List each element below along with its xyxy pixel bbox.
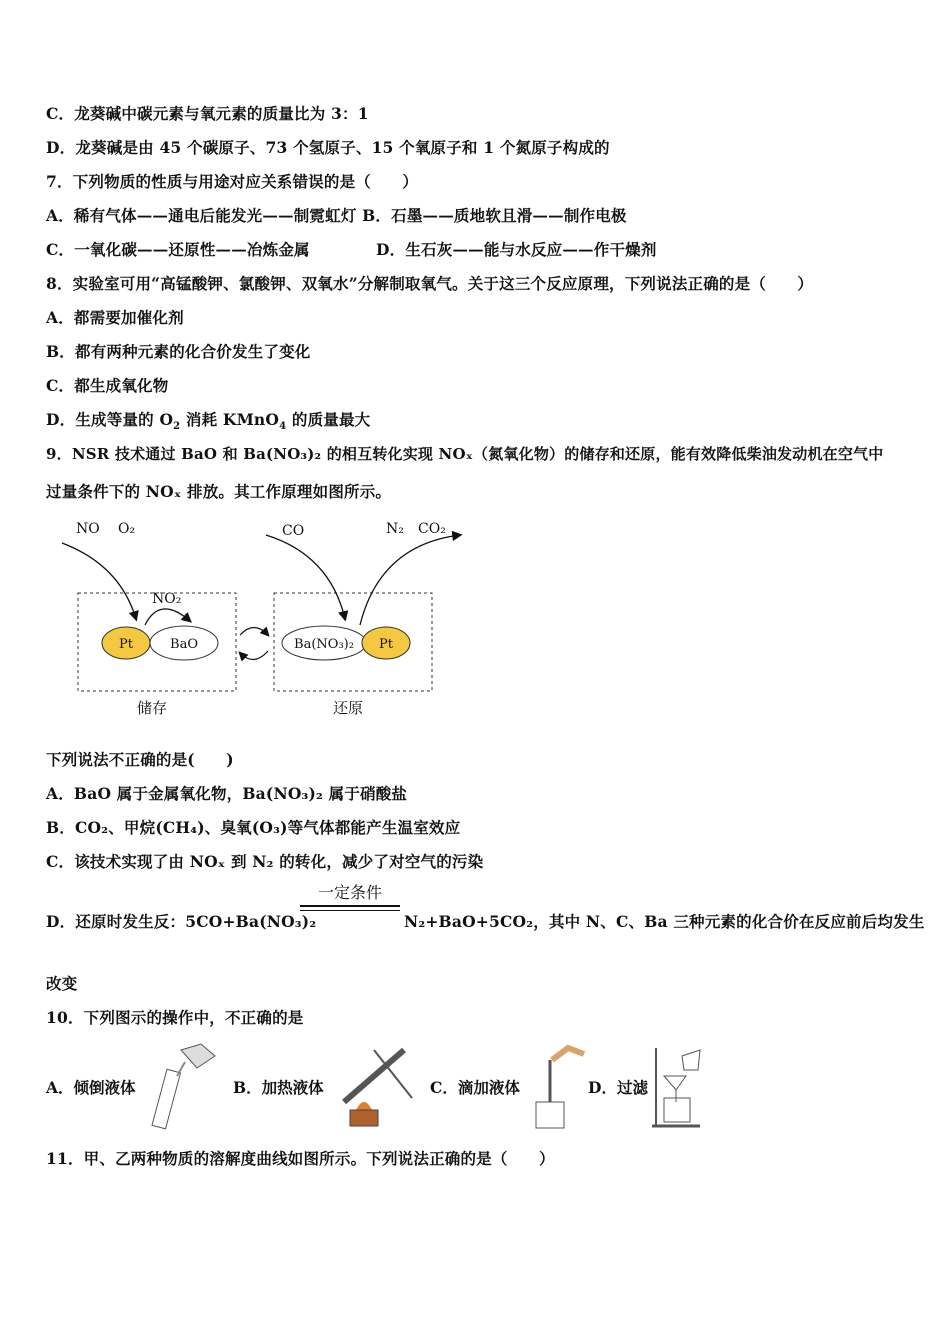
reduce-caption: 还原 [332,699,364,717]
q9-option-d-right: N₂+BaO+5CO₂，其中 N、C、Ba 三种元素的化合价在反应前后均发生 [404,912,925,931]
q9-option-c: C．该技术实现了由 NOₓ 到 N₂ 的转化，减少了对空气的污染 [46,852,484,871]
label-no: NO [76,521,100,537]
label-co: CO [282,523,305,539]
q10-option-c: C．滴加液体 [430,1078,520,1097]
q6-option-d: D．龙葵碱是由 45 个碳原子、73 个氢原子、15 个氧原子和 1 个氮原子构成的 [46,138,610,157]
q7-option-c: C．一氧化碳——还原性——冶炼金属 [46,240,310,259]
arrow-co [266,535,345,619]
arrow-no2 [145,609,190,625]
q10-option-b: B．加热液体 [233,1078,324,1097]
bano3-label: Ba(NO₃)₂ [294,637,354,652]
q6-option-c: C．龙葵碱中碳元素与氧元素的质量比为 3：1 [46,104,369,123]
filtration-icon [646,1040,706,1134]
label-no2: NO₂ [152,591,182,607]
q11-stem: 11．甲、乙两种物质的溶解度曲线如图所示。下列说法正确的是（ ） [46,1149,555,1168]
q7-option-d: D．生石灰——能与水反应——作干燥剂 [376,240,657,259]
arrow-no-o2 [62,543,136,619]
nsr-diagram [40,515,480,725]
q7-options-ab: A．稀有气体——通电后能发光——制霓虹灯 B．石墨——质地软且滑——制作电极 [46,206,627,225]
q8-option-b: B．都有两种元素的化合价发生了变化 [46,342,311,361]
q7-stem: 7．下列物质的性质与用途对应关系错误的是（ ） [46,172,419,191]
pt-label-left: Pt [119,637,133,652]
cycle-arrow-top [240,628,268,636]
drip-liquid-icon [528,1040,588,1132]
q8-option-a: A．都需要加催化剂 [46,308,184,327]
q9-stem-line1: 9．NSR 技术通过 BaO 和 Ba(NO₃)₂ 的相互转化实现 NOₓ（氮氧化物）的储存和还原，能有效降低柴油发动机在空气中 [46,445,884,463]
label-n2: N₂ [386,521,404,537]
q9-sub-stem: 下列说法不正确的是( ) [46,750,234,769]
q8-option-c: C．都生成氧化物 [46,376,169,395]
label-o2: O₂ [118,521,136,537]
q10-option-d: D．过滤 [588,1078,648,1097]
store-caption: 储存 [136,699,168,717]
q9-option-b: B．CO₂、甲烷(CH₄)、臭氧(O₃)等气体都能产生温室效应 [46,818,461,837]
q9-option-a: A．BaO 属于金属氧化物，Ba(NO₃)₂ 属于硝酸盐 [46,784,408,803]
q8-stem: 8．实验室可用“高锰酸钾、氯酸钾、双氧水”分解制取氧气。关于这三个反应原理，下列说法正确的是（ ） [46,274,814,293]
q10-option-a: A．倾倒液体 [46,1078,136,1097]
reaction-condition: 一定条件 [300,880,400,911]
pour-liquid-icon [141,1040,221,1132]
q9-option-d-cont: 改变 [46,974,78,993]
pt-label-right: Pt [379,637,393,652]
q10-stem: 10．下列图示的操作中，不正确的是 [46,1008,304,1027]
q9-option-d-left: D．还原时发生反：5CO+Ba(NO₃)₂ [46,912,317,931]
arrow-n2-co2 [360,535,460,625]
q10-options [46,1040,746,1140]
cycle-arrow-bottom [240,651,268,660]
label-co2: CO₂ [418,521,446,537]
q9-stem-line2: 过量条件下的 NOₓ 排放。其工作原理如图所示。 [46,482,392,501]
heat-liquid-icon [334,1040,418,1132]
q8-option-d: D．生成等量的 $O_2$ 消耗 KMnO$_4$ 的质量最大 [46,410,371,433]
bao-label: BaO [170,637,198,652]
